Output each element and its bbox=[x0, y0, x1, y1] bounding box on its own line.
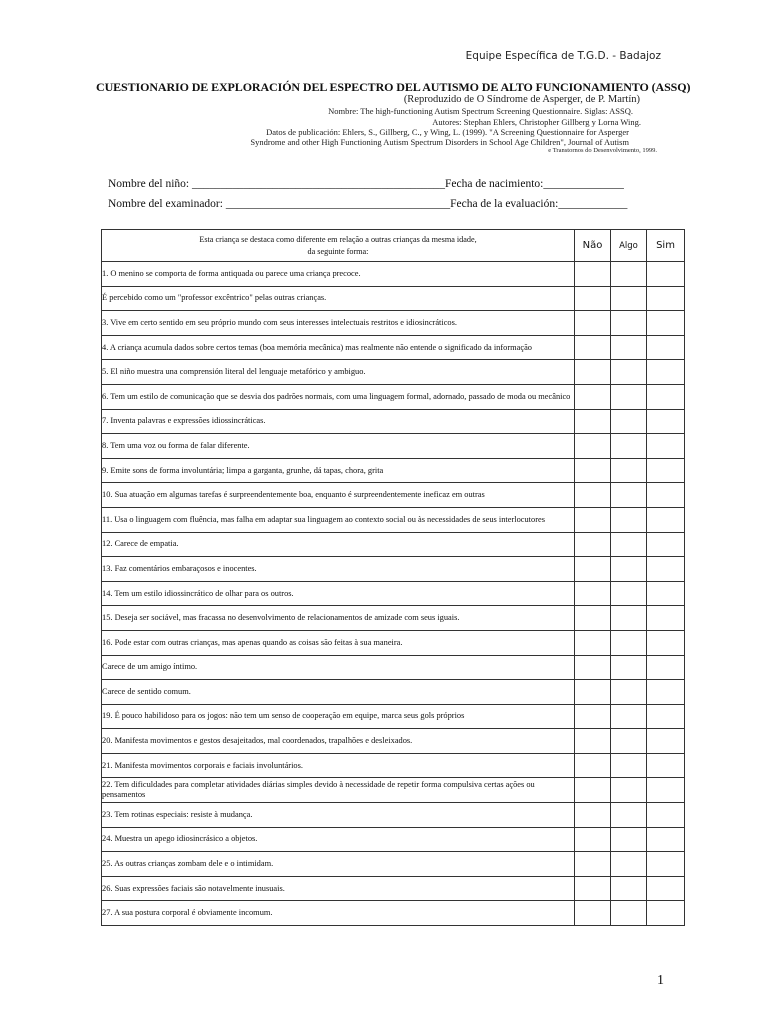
answer-some-cell[interactable] bbox=[611, 507, 647, 532]
answer-yes-cell[interactable] bbox=[647, 803, 685, 828]
answer-some-cell[interactable] bbox=[611, 409, 647, 434]
answer-yes-cell[interactable] bbox=[647, 434, 685, 459]
answer-no-cell[interactable] bbox=[575, 753, 611, 778]
table-row bbox=[102, 680, 685, 705]
answer-yes-cell[interactable] bbox=[647, 655, 685, 680]
answer-some-cell[interactable] bbox=[611, 680, 647, 705]
answer-yes-cell[interactable] bbox=[647, 286, 685, 311]
answer-some-cell[interactable] bbox=[611, 803, 647, 828]
table-row bbox=[102, 606, 685, 631]
table-row bbox=[102, 483, 685, 508]
question-text: 22. Tem dificuldades para completar atividades diárias simples devido à necessidade de repetir forma compulsiva certas ações ou pensamentos bbox=[102, 778, 575, 803]
table-row bbox=[102, 532, 685, 557]
table-row bbox=[102, 901, 685, 926]
answer-some-cell[interactable] bbox=[611, 335, 647, 360]
questionnaire-table bbox=[101, 229, 685, 926]
question-text: 12. Carece de empatia. bbox=[102, 532, 575, 557]
table-row bbox=[102, 852, 685, 877]
answer-yes-cell[interactable] bbox=[647, 680, 685, 705]
answer-some-cell[interactable] bbox=[611, 262, 647, 287]
answer-some-cell[interactable] bbox=[611, 311, 647, 336]
question-text: Carece de um amigo íntimo. bbox=[102, 655, 575, 680]
answer-no-cell[interactable] bbox=[575, 803, 611, 828]
answer-no-cell[interactable] bbox=[575, 384, 611, 409]
answer-no-cell[interactable] bbox=[575, 483, 611, 508]
questionnaire-body bbox=[102, 262, 685, 926]
publication-line-3: e Transtornos do Desenvolvimento, 1999. bbox=[548, 147, 657, 154]
answer-no-cell[interactable] bbox=[575, 458, 611, 483]
answer-some-cell[interactable] bbox=[611, 434, 647, 459]
answer-yes-cell[interactable] bbox=[647, 360, 685, 385]
table-row bbox=[102, 876, 685, 901]
question-text: 15. Deseja ser sociável, mas fracassa no desenvolvimento de relacionamentos de amizade com seus iguais. bbox=[102, 606, 575, 631]
column-header-some: Algo bbox=[611, 230, 647, 262]
table-row bbox=[102, 262, 685, 287]
answer-no-cell[interactable] bbox=[575, 532, 611, 557]
answer-yes-cell[interactable] bbox=[647, 458, 685, 483]
page-header: Equipe Específica de T.G.D. - Badajoz bbox=[465, 50, 661, 62]
question-text: 11. Usa o linguagem com fluência, mas falha em adaptar sua linguagem ao contexto social ou às necessidades de seus interlocutores bbox=[102, 507, 575, 532]
answer-no-cell[interactable] bbox=[575, 827, 611, 852]
source-line: (Reproduzido de O Síndrome de Asperger, de P. Martín) bbox=[403, 94, 640, 105]
table-row bbox=[102, 360, 685, 385]
answer-no-cell[interactable] bbox=[575, 630, 611, 655]
column-header-yes: Sim bbox=[647, 230, 685, 262]
answer-no-cell[interactable] bbox=[575, 360, 611, 385]
question-text: 25. As outras crianças zombam dele e o intimidam. bbox=[102, 852, 575, 877]
table-row bbox=[102, 581, 685, 606]
answer-no-cell[interactable] bbox=[575, 655, 611, 680]
answer-no-cell[interactable] bbox=[575, 901, 611, 926]
question-text: 26. Suas expressões faciais são notavelmente inusuais. bbox=[102, 876, 575, 901]
answer-some-cell[interactable] bbox=[611, 729, 647, 754]
table-row bbox=[102, 384, 685, 409]
question-text: É percebido como um "professor excêntrico" pelas outras crianças. bbox=[102, 286, 575, 311]
answer-some-cell[interactable] bbox=[611, 655, 647, 680]
publication-line-2: Syndrome and other High Functioning Autism Spectrum Disorders in School Age Children", Journal of Autism bbox=[250, 137, 629, 147]
answer-yes-cell[interactable] bbox=[647, 827, 685, 852]
answer-yes-cell[interactable] bbox=[647, 507, 685, 532]
answer-yes-cell[interactable] bbox=[647, 532, 685, 557]
question-text: 21. Manifesta movimentos corporais e faciais involuntários. bbox=[102, 753, 575, 778]
answer-yes-cell[interactable] bbox=[647, 262, 685, 287]
table-row bbox=[102, 434, 685, 459]
answer-yes-cell[interactable] bbox=[647, 753, 685, 778]
answer-some-cell[interactable] bbox=[611, 630, 647, 655]
question-text: 20. Manifesta movimentos e gestos desajeitados, mal coordenados, trapalhões e desleixados. bbox=[102, 729, 575, 754]
answer-no-cell[interactable] bbox=[575, 729, 611, 754]
answer-some-cell[interactable] bbox=[611, 704, 647, 729]
answer-no-cell[interactable] bbox=[575, 507, 611, 532]
question-text: 16. Pode estar com outras crianças, mas apenas quando as coisas são feitas à sua maneira. bbox=[102, 630, 575, 655]
answer-some-cell[interactable] bbox=[611, 606, 647, 631]
answer-some-cell[interactable] bbox=[611, 360, 647, 385]
table-row bbox=[102, 458, 685, 483]
answer-no-cell[interactable] bbox=[575, 581, 611, 606]
answer-yes-cell[interactable] bbox=[647, 557, 685, 582]
answer-yes-cell[interactable] bbox=[647, 852, 685, 877]
column-header-no: Não bbox=[575, 230, 611, 262]
question-text: 9. Emite sons de forma involuntária; limpa a garganta, grunhe, dá tapas, chora, grita bbox=[102, 458, 575, 483]
table-row bbox=[102, 557, 685, 582]
answer-some-cell[interactable] bbox=[611, 384, 647, 409]
table-row bbox=[102, 827, 685, 852]
answer-yes-cell[interactable] bbox=[647, 606, 685, 631]
question-text: 5. El niño muestra una comprensión literal del lenguaje metafórico y ambiguo. bbox=[102, 360, 575, 385]
answer-no-cell[interactable] bbox=[575, 606, 611, 631]
answer-no-cell[interactable] bbox=[575, 557, 611, 582]
question-text: Carece de sentido comum. bbox=[102, 680, 575, 705]
answer-yes-cell[interactable] bbox=[647, 778, 685, 803]
question-text: 7. Inventa palavras e expressões idiossincráticas. bbox=[102, 409, 575, 434]
answer-no-cell[interactable] bbox=[575, 311, 611, 336]
answer-yes-cell[interactable] bbox=[647, 581, 685, 606]
questionnaire-title: CUESTIONARIO DE EXPLORACIÓN DEL ESPECTRO DEL AUTISMO DE ALTO FUNCIONAMIENTO (ASSQ) bbox=[96, 80, 691, 94]
answer-yes-cell[interactable] bbox=[647, 729, 685, 754]
question-text: 1. O menino se comporta de forma antiquada ou parece uma criança precoce. bbox=[102, 262, 575, 287]
table-header-row bbox=[102, 230, 685, 262]
answer-yes-cell[interactable] bbox=[647, 876, 685, 901]
question-text: 6. Tem um estilo de comunicação que se desvia dos padrões normais, com uma linguagem formal, adornado, passado de moda ou mecânico bbox=[102, 384, 575, 409]
table-row bbox=[102, 507, 685, 532]
table-row bbox=[102, 704, 685, 729]
answer-no-cell[interactable] bbox=[575, 262, 611, 287]
table-row bbox=[102, 311, 685, 336]
table-row bbox=[102, 630, 685, 655]
question-text: 24. Muestra un apego idiosincrásico a objetos. bbox=[102, 827, 575, 852]
answer-yes-cell[interactable] bbox=[647, 704, 685, 729]
question-text: 19. É pouco habilidoso para os jogos: não tem um senso de cooperação em equipe, marca seus gols próprios bbox=[102, 704, 575, 729]
answer-no-cell[interactable] bbox=[575, 286, 611, 311]
table-row bbox=[102, 655, 685, 680]
answer-yes-cell[interactable] bbox=[647, 901, 685, 926]
publication-line: Datos de publicación: Ehlers, S., Gillberg, C., y Wing, L. (1999). "A Screening Questionnaire for Asperger bbox=[266, 127, 629, 137]
table-row bbox=[102, 409, 685, 434]
table-row bbox=[102, 778, 685, 803]
answer-some-cell[interactable] bbox=[611, 753, 647, 778]
table-intro bbox=[102, 230, 575, 262]
page-number: 1 bbox=[657, 973, 664, 988]
answer-some-cell[interactable] bbox=[611, 557, 647, 582]
table-row bbox=[102, 803, 685, 828]
name-line: Nombre: The high-functioning Autism Spectrum Screening Questionnaire. Siglas: ASSQ. bbox=[328, 106, 633, 116]
authors-line: Autores: Stephan Ehlers, Christopher Gillberg y Lorna Wing. bbox=[432, 117, 641, 127]
answer-yes-cell[interactable] bbox=[647, 630, 685, 655]
answer-some-cell[interactable] bbox=[611, 852, 647, 877]
answer-yes-cell[interactable] bbox=[647, 335, 685, 360]
answer-no-cell[interactable] bbox=[575, 335, 611, 360]
answer-some-cell[interactable] bbox=[611, 532, 647, 557]
question-text: 27. A sua postura corporal é obviamente incomum. bbox=[102, 901, 575, 926]
answer-yes-cell[interactable] bbox=[647, 311, 685, 336]
question-text: 3. Vive em certo sentido em seu próprio mundo com seus interesses intelectuais restritos e idiosincráticos. bbox=[102, 311, 575, 336]
answer-yes-cell[interactable] bbox=[647, 384, 685, 409]
table-row bbox=[102, 753, 685, 778]
answer-yes-cell[interactable] bbox=[647, 483, 685, 508]
answer-some-cell[interactable] bbox=[611, 483, 647, 508]
answer-no-cell[interactable] bbox=[575, 852, 611, 877]
table-row bbox=[102, 286, 685, 311]
answer-yes-cell[interactable] bbox=[647, 409, 685, 434]
answer-some-cell[interactable] bbox=[611, 827, 647, 852]
answer-some-cell[interactable] bbox=[611, 876, 647, 901]
table-row bbox=[102, 335, 685, 360]
child-name-birthdate-line[interactable]: Nombre del niño: ____________________________________________Fecha de nacimiento:______________ bbox=[108, 178, 624, 190]
answer-some-cell[interactable] bbox=[611, 581, 647, 606]
question-text: 14. Tem um estilo idiossincrático de olhar para os outros. bbox=[102, 581, 575, 606]
answer-no-cell[interactable] bbox=[575, 778, 611, 803]
examiner-evaluation-date-line[interactable]: Nombre del examinador: _______________________________________Fecha de la evaluación:____________ bbox=[108, 198, 628, 210]
answer-no-cell[interactable] bbox=[575, 434, 611, 459]
answer-no-cell[interactable] bbox=[575, 704, 611, 729]
answer-no-cell[interactable] bbox=[575, 876, 611, 901]
table-row bbox=[102, 729, 685, 754]
question-text: 8. Tem uma voz ou forma de falar diferente. bbox=[102, 434, 575, 459]
question-text: 4. A criança acumula dados sobre certos temas (boa memória mecânica) mas realmente não entende o significado da informação bbox=[102, 335, 575, 360]
question-text: 10. Sua atuação em algumas tarefas é surpreendentemente boa, enquanto é surpreendentemente ineficaz em outras bbox=[102, 483, 575, 508]
intro-line-2: da seguinte forma: bbox=[307, 246, 369, 256]
answer-no-cell[interactable] bbox=[575, 409, 611, 434]
answer-some-cell[interactable] bbox=[611, 901, 647, 926]
question-text: 23. Tem rotinas especiais: resiste à mudança. bbox=[102, 803, 575, 828]
answer-no-cell[interactable] bbox=[575, 680, 611, 705]
question-text: 13. Faz comentários embaraçosos e inocentes. bbox=[102, 557, 575, 582]
intro-line-1: Esta criança se destaca como diferente em relação a outras crianças da mesma idade, bbox=[199, 234, 477, 244]
answer-some-cell[interactable] bbox=[611, 778, 647, 803]
answer-some-cell[interactable] bbox=[611, 286, 647, 311]
answer-some-cell[interactable] bbox=[611, 458, 647, 483]
